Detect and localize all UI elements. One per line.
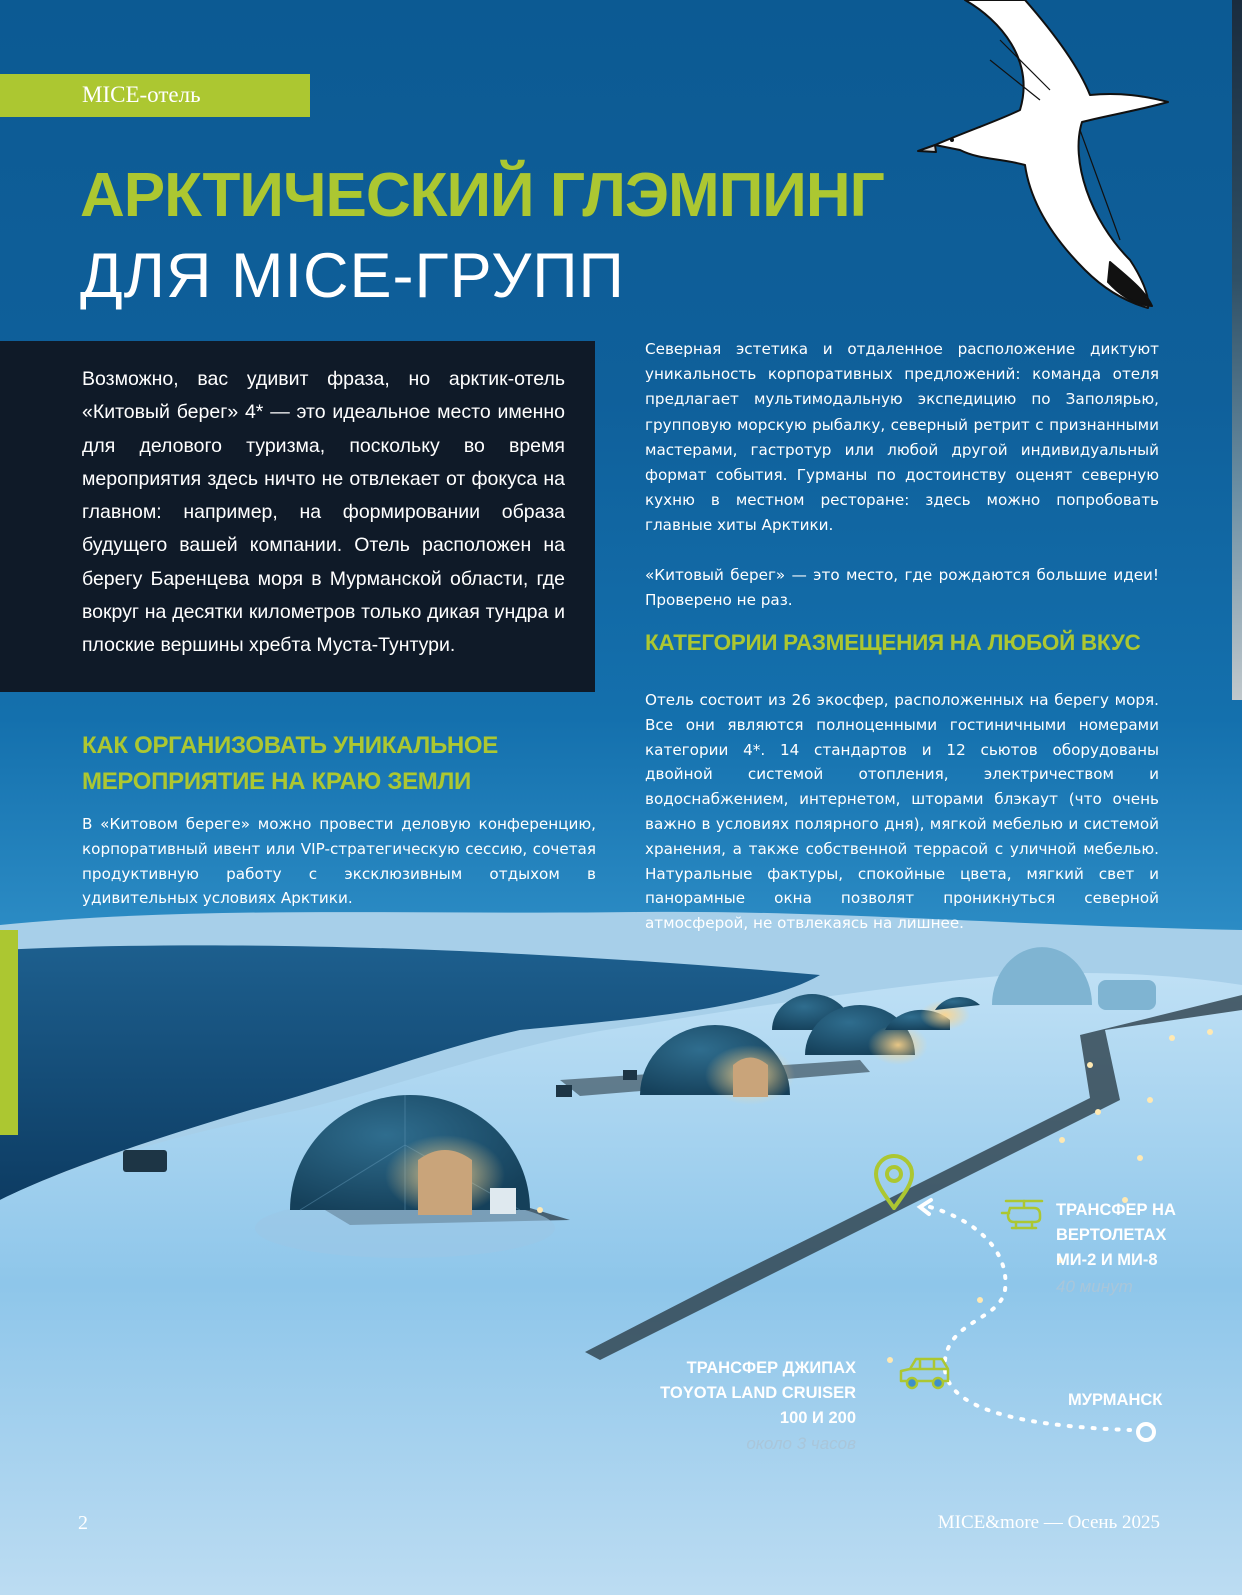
helicopter-transfer-label xyxy=(1056,1198,1176,1273)
organize-text: В «Китовом береге» можно провести деловую конференцию, корпоративный ивент или VIP-стратегическую сессию, сочетая продуктивную работу с эксклюзивным отдыхом в удивительных условиях Арктики. xyxy=(82,815,596,908)
magazine-footer: MICE&more — Осень 2025 xyxy=(937,1512,1160,1533)
right-paragraph-1: Северная эстетика и отдаленное расположение диктуют уникальность корпоративных предложений: команда отеля предлагает мультимодальную экспедицию по Заполярью, групповую морскую рыбалку, северный ретрит с признанными мастерами, гастротур или любой другой индивидуальный формат события. Гурманы по достоинству оценят северную кухню в местном ресторане: здесь можно попробовать главные хиты Арктики. xyxy=(645,340,1159,535)
map-pin-icon xyxy=(872,1154,916,1210)
jeep-transfer-label xyxy=(600,1356,856,1431)
organize-heading-line-1: КАК ОРГАНИЗОВАТЬ УНИКАЛЬНОЕ xyxy=(82,732,499,759)
accommodation-heading: КАТЕГОРИИ РАЗМЕЩЕНИЯ НА ЛЮБОЙ ВКУС xyxy=(645,630,1141,655)
jeep-transfer-line-2: TOYOTA LAND CRUISER xyxy=(660,1384,856,1402)
helicopter-transfer-line-1: ТРАНСФЕР НА xyxy=(1056,1201,1176,1219)
right-column xyxy=(645,337,1159,613)
accent-bar xyxy=(0,930,18,1135)
jeep-icon xyxy=(898,1355,952,1393)
accommodation-text: Отель состоит из 26 экосфер, расположенных на берегу моря. Все они являются полноценными гостиничными номерами категории 4*. 14 стандартов и 12 сьютов оборудованы двойной системой отопления, электричеством и водоснабжением, интернетом, шторами блэкаут (что очень важно в условиях полярного дня), мягкой мебелью и системой хранения, а также собственной террасой с уличной мебелью. Натуральные фактуры, спокойные цвета, мягкий свет и панорамные окна позволят проникнуться северной атмосферой, не отвлекаясь на лишнее. xyxy=(645,691,1159,933)
jeep-transfer-line-3: 100 И 200 xyxy=(779,1409,856,1427)
bird-illustration xyxy=(918,0,1168,308)
intro-text: Возможно, вас удивит фраза, но арктик-отель «Китовый берег» 4* — это идеальное место именно для делового туризма, поскольку во время мероприятия здесь ничто не отвлекает от фокуса на главном: например, на формировании образа будущего вашей компании. Отель расположен на берегу Баренцева моря в Мурманской области, где вокруг на десятки километров только дикая тундра и плоские вершины хребта Муста-Тунтури. xyxy=(82,368,565,657)
helicopter-transfer-line-3: МИ-2 И МИ-8 xyxy=(1056,1251,1158,1269)
jeep-transfer-time: около 3 часов xyxy=(746,1434,856,1453)
route-arrow-icon xyxy=(915,1197,937,1219)
adjacent-page-edge xyxy=(1232,0,1242,700)
organize-heading xyxy=(82,728,582,800)
intro-box xyxy=(0,341,595,692)
helicopter-transfer-time: 40 минут xyxy=(1056,1277,1133,1296)
right-paragraph-2: «Китовый берег» — это место, где рождаются большие идеи! Проверено не раз. xyxy=(645,565,1159,609)
destination-ring-icon xyxy=(1134,1420,1158,1444)
helicopter-transfer-line-2: ВЕРТОЛЕТАХ xyxy=(1056,1226,1167,1244)
page-subtitle: ДЛЯ MICE-ГРУПП xyxy=(80,241,625,311)
jeep-transfer-line-1: ТРАНСФЕР ДЖИПАХ xyxy=(686,1359,856,1377)
organize-heading-line-2: МЕРОПРИЯТИЕ НА КРАЮ ЗЕМЛИ xyxy=(82,768,471,795)
murmansk-label: МУРМАНСК xyxy=(1068,1391,1163,1409)
page-number: 2 xyxy=(78,1512,88,1534)
page-title: АРКТИЧЕСКИЙ ГЛЭМПИНГ xyxy=(80,161,884,230)
helicopter-icon xyxy=(1000,1198,1048,1232)
section-tag: MICE-отель xyxy=(0,74,310,117)
